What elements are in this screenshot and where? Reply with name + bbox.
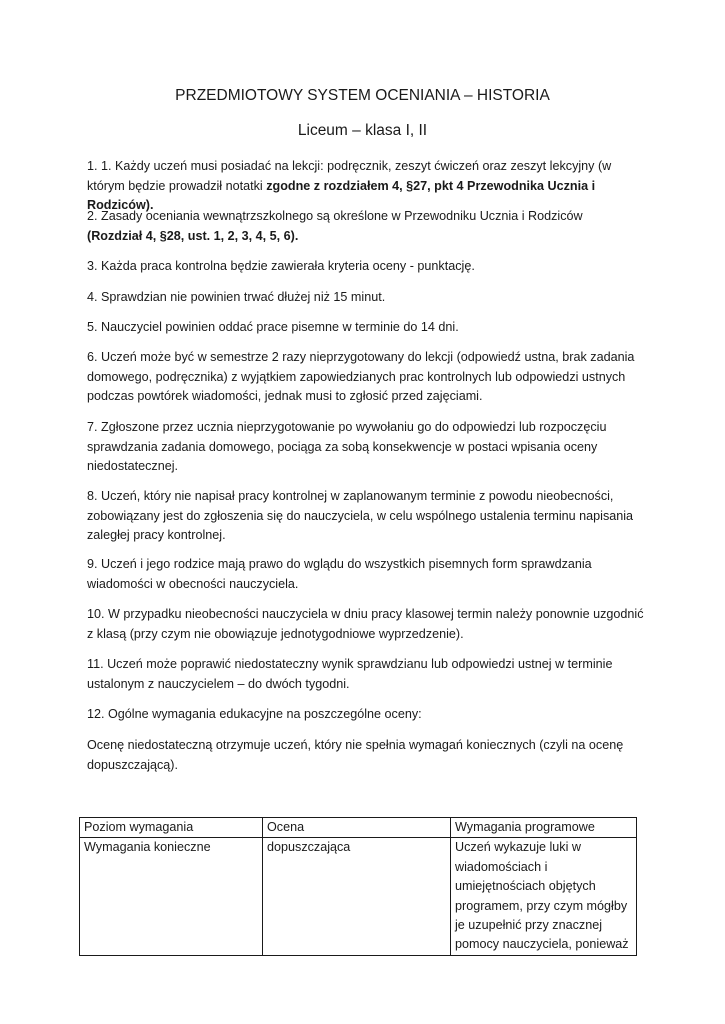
requirement-line: umiejętnościach objętych (455, 879, 596, 894)
paragraph-2 (87, 207, 647, 246)
paragraph-4: 4. Sprawdzian nie powinien trwać dłużej niż 15 minut. (87, 290, 386, 304)
table-header-row (80, 818, 637, 838)
paragraph-12: 12. Ogólne wymagania edukacyjne na poszczególne oceny: (87, 707, 422, 721)
table-row (80, 838, 637, 955)
paragraph-5: 5. Nauczyciel powinien oddać prace pisemne w terminie do 14 dni. (87, 320, 459, 334)
paragraph-1-bold: zgodne z rozdziałem 4, §27, pkt 4 Przewodnika Ucznia i Rodziców). (87, 178, 596, 213)
paragraph-6: 6. Uczeń może być w semestrze 2 razy nieprzygotowany do lekcji (odpowiedź ustna, brak zadania domowego, podręcznika) z wyjątkiem zapowiedzianych prac kontrolnych lub odpowiedzi ustnych podczas powtórek wiadomości, jednak musi to zgłosić przed zajęciami. (87, 350, 635, 404)
paragraph-8: 8. Uczeń, który nie napisał pracy kontrolnej w zaplanowanym terminie z powodu nieobecności, zobowiązany jest do zgłoszenia się do nauczyciela, w celu wspólnego ustalenia terminu napisania zaległej pracy kontrolnej. (87, 489, 634, 543)
table-cell-requirements (451, 838, 637, 955)
table-header-cell: Poziom wymagania (80, 818, 263, 838)
paragraph-2-bold: (Rozdział 4, §28, ust. 1, 2, 3, 4, 5, 6). (87, 228, 299, 243)
paragraph-13: Ocenę niedostateczną otrzymuje uczeń, który nie spełnia wymagań koniecznych (czyli na ocenę dopuszczającą). (87, 738, 624, 772)
table-header-cell: Wymagania programowe (451, 818, 637, 838)
table-header-cell: Ocena (263, 818, 451, 838)
page-subtitle: Liceum – klasa I, II (297, 122, 428, 139)
paragraph-1-text: 1. 1. Każdy uczeń musi posiadać na lekcji: podręcznik, zeszyt ćwiczeń oraz zeszyt lekcyjny (w którym będzie prowadził notatki (87, 159, 612, 193)
table-cell-level: Wymagania konieczne (80, 838, 263, 955)
requirements-table (79, 817, 637, 956)
paragraph-10: 10. W przypadku nieobecności nauczyciela w dniu pracy klasowej termin należy ponownie uzgodnić z klasą (przy czym nie obowiązuje jednotygodniowe wyprzedzenie). (87, 607, 644, 641)
paragraph-11: 11. Uczeń może poprawić niedostateczny wynik sprawdzianu lub odpowiedzi ustnej w terminie ustalonym z nauczycielem – do dwóch tygodni. (87, 657, 613, 691)
paragraph-9: 9. Uczeń i jego rodzice mają prawo do wglądu do wszystkich pisemnych form sprawdzania wiadomości w obecności nauczyciela. (87, 557, 592, 591)
paragraph-7: 7. Zgłoszone przez ucznia nieprzygotowanie po wywołaniu go do odpowiedzi lub rozpoczęciu sprawdzania zadania domowego, pociąga za sobą konsekwencje w postaci wpisania oceny niedostatecznej. (87, 420, 607, 474)
paragraph-3: 3. Każda praca kontrolna będzie zawierała kryteria oceny - punktację. (87, 259, 475, 273)
requirement-line: je uzupełnić przy znacznej (455, 918, 603, 933)
requirement-line: Uczeń wykazuje luki w (455, 840, 581, 855)
paragraph-2-text: 2. Zasady oceniania wewnątrzszkolnego są określone w Przewodniku Ucznia i Rodziców (87, 209, 583, 223)
requirement-line: wiadomościach i (455, 859, 548, 874)
table-cell-grade: dopuszczająca (263, 838, 451, 955)
page-title: PRZEDMIOTOWY SYSTEM OCENIANIA – HISTORIA (175, 87, 550, 104)
requirement-line: programem, przy czym mógłby (455, 898, 628, 913)
requirement-line: pomocy nauczyciela, ponieważ (455, 937, 629, 952)
